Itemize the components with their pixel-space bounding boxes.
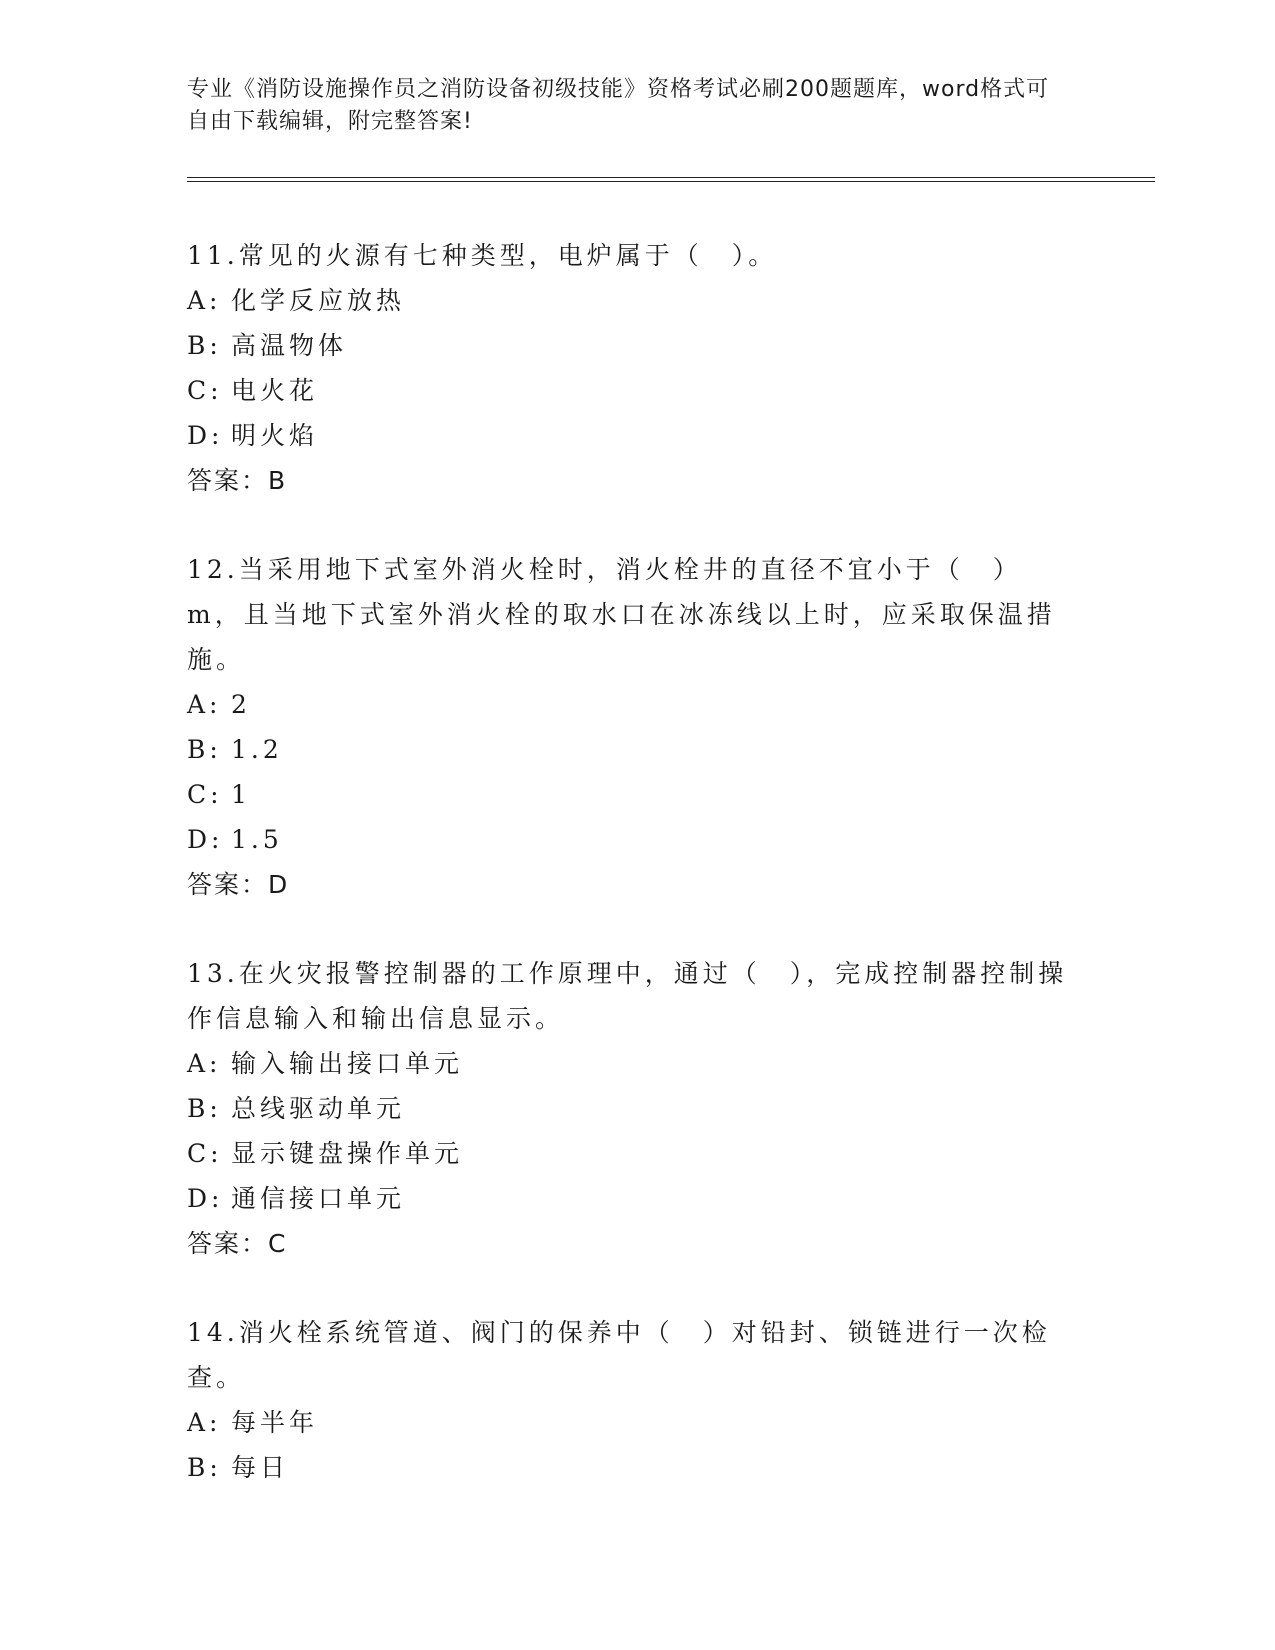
option-key: B:	[187, 1453, 222, 1482]
option-key: D:	[187, 1184, 224, 1213]
option-b	[187, 727, 1087, 772]
option-text: 1.5	[231, 825, 283, 854]
option-key: C:	[187, 376, 223, 405]
option-b	[187, 323, 1087, 368]
option-d	[187, 1176, 1087, 1221]
option-text: 化学反应放热	[231, 286, 406, 315]
option-key: B:	[187, 331, 222, 360]
option-text: 2	[231, 690, 251, 719]
option-key: A:	[187, 1049, 222, 1078]
option-text: 显示键盘操作单元	[231, 1139, 464, 1168]
option-key: A:	[187, 286, 222, 315]
option-key: B:	[187, 1094, 222, 1123]
document-header: 专业《消防设施操作员之消防设备初级技能》资格考试必刷200题题库，word格式可自由下载编辑，附完整答案!	[187, 77, 1050, 134]
option-text: 明火焰	[231, 421, 319, 450]
question-stem: 14.消火栓系统管道、阀门的保养中（ ）对铅封、锁链进行一次检查。	[187, 1318, 1051, 1392]
question-list	[187, 233, 1087, 1534]
option-key: D:	[187, 421, 224, 450]
answer-line: 答案：D	[187, 870, 290, 899]
option-key: C:	[187, 1139, 223, 1168]
option-c	[187, 772, 1087, 817]
option-a	[187, 1041, 1087, 1086]
option-text: 通信接口单元	[231, 1184, 406, 1213]
option-b	[187, 1086, 1087, 1131]
option-key: C:	[187, 780, 223, 809]
option-text: 每日	[231, 1453, 290, 1482]
option-c	[187, 368, 1087, 413]
question-13	[187, 951, 1087, 1266]
option-c	[187, 1131, 1087, 1176]
question-11	[187, 233, 1087, 503]
option-text: 总线驱动单元	[231, 1094, 406, 1123]
option-text: 输入输出接口单元	[231, 1049, 464, 1078]
option-text: 电火花	[231, 376, 319, 405]
option-d	[187, 413, 1087, 458]
option-key: A:	[187, 690, 222, 719]
option-key: B:	[187, 735, 222, 764]
header-double-rule	[187, 177, 1155, 182]
option-a	[187, 1400, 1087, 1445]
answer-line: 答案：C	[187, 1229, 288, 1258]
option-b	[187, 1445, 1087, 1490]
question-14	[187, 1310, 1087, 1490]
option-a	[187, 682, 1087, 727]
option-text: 每半年	[231, 1408, 319, 1437]
option-a	[187, 278, 1087, 323]
option-text: 高温物体	[231, 331, 348, 360]
option-key: D:	[187, 825, 224, 854]
question-stem: 11.常见的火源有七种类型，电炉属于（ ）。	[187, 241, 778, 270]
option-text: 1.2	[231, 735, 283, 764]
question-12	[187, 547, 1087, 907]
option-text: 1	[231, 780, 251, 809]
question-stem: 13.在火灾报警控制器的工作原理中，通过（ ），完成控制器控制操作信息输入和输出信息显示。	[187, 959, 1068, 1033]
question-stem: 12.当采用地下式室外消火栓时，消火栓井的直径不宜小于（ ）m，且当地下式室外消火栓的取水口在冰冻线以上时，应采取保温措施。	[187, 555, 1056, 674]
option-d	[187, 817, 1087, 862]
answer-line: 答案：B	[187, 466, 288, 495]
option-key: A:	[187, 1408, 222, 1437]
